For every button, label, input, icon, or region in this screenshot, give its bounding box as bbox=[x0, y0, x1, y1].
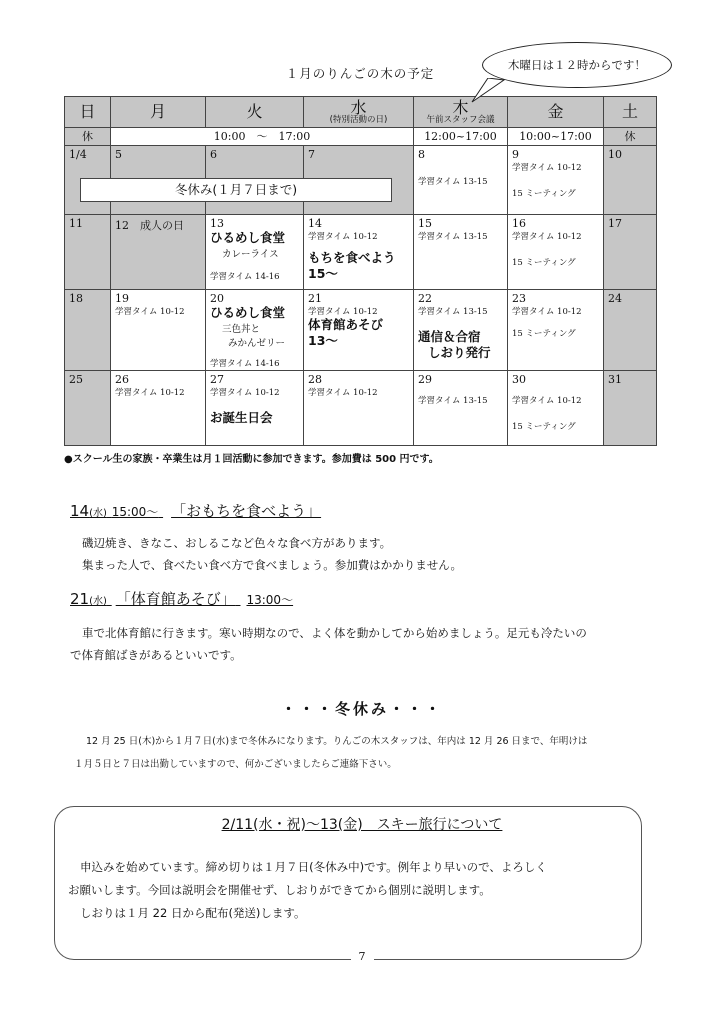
event1-time: 15:00～ bbox=[111, 505, 159, 519]
day-cell bbox=[508, 290, 604, 371]
event2-heading bbox=[70, 588, 293, 609]
day-cell bbox=[414, 215, 508, 290]
day-number: 9 bbox=[512, 147, 519, 161]
weekday-tue: 火 bbox=[206, 97, 304, 128]
day-number: 1/4 bbox=[69, 147, 87, 161]
event1-line2: 集まった人で、食べたい食べ方で食べましょう。参加費はかかりません。 bbox=[82, 558, 462, 572]
event-newsletter-2: しおり発行 bbox=[428, 344, 491, 360]
weekday-fri: 金 bbox=[508, 97, 604, 128]
event-study-time: 学習タイム 10-12 bbox=[512, 307, 582, 318]
day-cell bbox=[508, 371, 604, 446]
event-newsletter: 通信＆合宿 bbox=[418, 329, 481, 345]
ski-trip-body bbox=[68, 856, 638, 925]
event-study-time: 学習タイム 10-12 bbox=[512, 232, 582, 243]
day-number: 21 bbox=[308, 292, 322, 306]
event-lunch-menu: カレーライス bbox=[222, 248, 279, 260]
hours-sun: 休 bbox=[65, 128, 111, 145]
day-cell bbox=[508, 145, 604, 215]
day-cell bbox=[206, 290, 304, 371]
event-birthday: お誕生日会 bbox=[210, 410, 273, 426]
event-study-time: 学習タイム 10-12 bbox=[512, 162, 582, 173]
day-number: 14 bbox=[308, 217, 322, 231]
day-number: 23 bbox=[512, 292, 526, 306]
day-number: 26 bbox=[115, 373, 129, 387]
event-study-time: 学習タイム 13-15 bbox=[418, 176, 488, 187]
day-number: 20 bbox=[210, 292, 224, 306]
hours-thu: 12:00~17:00 bbox=[414, 128, 508, 145]
event-meeting: 15 ミーティング bbox=[512, 329, 576, 340]
event-study-time: 学習タイム 14-16 bbox=[210, 271, 280, 282]
weekday-sat: 土 bbox=[604, 97, 657, 128]
event-meeting: 15 ミーティング bbox=[512, 422, 576, 433]
calendar-table bbox=[64, 96, 657, 446]
event-study-time: 学習タイム 13-15 bbox=[418, 396, 488, 407]
week-row-2 bbox=[65, 215, 657, 290]
week-row-4 bbox=[65, 371, 657, 446]
event-lunch-menu-2: みかんゼリー bbox=[228, 337, 286, 349]
day-cell bbox=[65, 215, 111, 290]
day-number: 28 bbox=[308, 373, 322, 387]
event2-line2: で体育館ばきがあるといいです。 bbox=[70, 648, 242, 662]
day-cell bbox=[414, 371, 508, 446]
speech-bubble: 木曜日は１２時からです！ bbox=[482, 42, 672, 88]
event2-date: 21 bbox=[70, 590, 90, 608]
day-cell bbox=[111, 215, 206, 290]
day-number: 18 bbox=[69, 292, 83, 306]
event2-title: 「体育館あそび」 bbox=[115, 590, 236, 608]
day-cell bbox=[304, 290, 414, 371]
winter-line1: 12 月 25 日(木)から１月７日(水)まで冬休みになります。りんごの木スタッフは、年内は 12 月 26 日まで、年明けは bbox=[86, 736, 588, 747]
weekday-wed-sub: (特別活動の日) bbox=[329, 115, 388, 126]
event-study-time: 学習タイム 14-16 bbox=[210, 358, 280, 369]
day-number: 19 bbox=[115, 292, 129, 306]
day-number: 31 bbox=[608, 373, 622, 387]
event-meeting: 15 ミーティング bbox=[512, 188, 576, 199]
day-number: 27 bbox=[210, 373, 224, 387]
event-gym-time: 13～ bbox=[308, 332, 338, 348]
day-cell bbox=[508, 215, 604, 290]
day-number: 29 bbox=[418, 373, 432, 387]
day-number: 10 bbox=[608, 147, 622, 161]
day-cell bbox=[604, 215, 657, 290]
winter-line2: １月５日と７日は出勤していますので、何かございましたらご連絡下さい。 bbox=[74, 759, 397, 770]
event-study-time: 学習タイム 10-12 bbox=[210, 388, 280, 399]
weekday-wed bbox=[304, 97, 414, 128]
event-study-time: 学習タイム 13-15 bbox=[418, 232, 488, 243]
event-study-time: 学習タイム 10-12 bbox=[115, 307, 185, 318]
weekday-header-row bbox=[65, 97, 657, 128]
event-meeting: 15 ミーティング bbox=[512, 258, 576, 269]
hours-fri: 10:00~17:00 bbox=[508, 128, 604, 145]
day-number: 17 bbox=[608, 217, 622, 231]
weekday-thu-sub: 午前スタッフ会議 bbox=[426, 115, 495, 126]
day-cell bbox=[604, 290, 657, 371]
day-cell bbox=[604, 371, 657, 446]
winter-body bbox=[64, 730, 674, 776]
day-cell bbox=[304, 371, 414, 446]
day-cell bbox=[304, 215, 414, 290]
winter-heading: ・・・冬休み・・・ bbox=[280, 700, 443, 718]
day-cell bbox=[65, 290, 111, 371]
speech-bubble-tail bbox=[470, 78, 510, 104]
event-study-time: 学習タイム 13-15 bbox=[418, 307, 488, 318]
day-cell bbox=[65, 371, 111, 446]
day-number: 6 bbox=[210, 147, 217, 161]
event-study-time: 学習タイム 10-12 bbox=[512, 396, 582, 407]
day-cell bbox=[111, 290, 206, 371]
day-number: 16 bbox=[512, 217, 526, 231]
day-cell bbox=[414, 290, 508, 371]
day-number: 25 bbox=[69, 373, 83, 387]
calendar-title: １月のりんごの木の予定 bbox=[285, 66, 435, 81]
event2-line1: 車で北体育館に行きます。寒い時期なので、よく体を動かしてから始めましょう。足元も冷たいの bbox=[82, 626, 587, 640]
weekday-thu-label: 木 bbox=[452, 97, 469, 117]
day-cell bbox=[414, 145, 508, 215]
day-number: 15 bbox=[418, 217, 432, 231]
ski-line2: お願いします。今回は説明会を開催せず、しおりができてから個別に説明します。 bbox=[68, 883, 491, 897]
event1-title: 「おもちを食べよう」 bbox=[171, 502, 322, 520]
weekday-sun: 日 bbox=[65, 97, 111, 128]
hours-sat: 休 bbox=[604, 128, 657, 145]
weekday-wed-label: 水 bbox=[350, 97, 367, 117]
weekday-mon: 月 bbox=[111, 97, 206, 128]
day-number: 7 bbox=[308, 147, 315, 161]
hours-mon-wed: 10:00 ～ 17:00 bbox=[111, 128, 414, 145]
day-number: 24 bbox=[608, 292, 622, 306]
event-study-time: 学習タイム 10-12 bbox=[308, 232, 378, 243]
event-mochi-time: 15～ bbox=[308, 265, 338, 281]
day-cell bbox=[111, 371, 206, 446]
day-number: 30 bbox=[512, 373, 526, 387]
event1-dow: (水) bbox=[89, 508, 107, 519]
event-gym: 体育館あそび bbox=[308, 317, 384, 333]
event2-time: 13:00～ bbox=[246, 593, 294, 607]
ski-line1: 申込みを始めています。締め切りは１月７日(冬休み中)です。例年より早いので、よろしく bbox=[80, 860, 547, 874]
day-number: 13 bbox=[210, 217, 224, 231]
day-cell bbox=[206, 215, 304, 290]
day-number: 12 成人の日 bbox=[115, 219, 184, 233]
day-number: 11 bbox=[69, 217, 83, 231]
event1-line1: 磯辺焼き、きなこ、おしるこなど色々な食べ方があります。 bbox=[82, 536, 392, 550]
event2-dow: (水) bbox=[89, 596, 107, 607]
event1-date: 14 bbox=[70, 502, 90, 520]
event-study-time: 学習タイム 10-12 bbox=[308, 307, 378, 318]
winter-break-banner: 冬休み(１月７日まで) bbox=[80, 178, 392, 202]
hours-row bbox=[65, 128, 657, 145]
calendar-note: ●スクール生の家族・卒業生は月１回活動に参加できます。参加費は 500 円です。 bbox=[64, 454, 439, 465]
event-study-time: 学習タイム 10-12 bbox=[308, 388, 378, 399]
day-cell bbox=[604, 145, 657, 215]
ski-trip-title: 2/11(水・祝)～13(金) スキー旅行について bbox=[221, 817, 503, 833]
event-lunch: ひるめし食堂 bbox=[210, 230, 286, 246]
event2-body bbox=[70, 622, 680, 666]
page-number bbox=[0, 950, 724, 963]
day-number: 5 bbox=[115, 147, 122, 161]
day-cell bbox=[206, 371, 304, 446]
event-study-time: 学習タイム 10-12 bbox=[115, 388, 185, 399]
page-number-text: 7 bbox=[351, 950, 374, 963]
event-mochi: もちを食べよう bbox=[308, 250, 396, 266]
day-number: 8 bbox=[418, 147, 425, 161]
event1-heading bbox=[70, 500, 321, 521]
ski-line3: しおりは１月 22 日から配布(発送)します。 bbox=[80, 906, 306, 920]
event-lunch: ひるめし食堂 bbox=[210, 305, 286, 321]
event1-body bbox=[82, 532, 682, 576]
event-lunch-menu: 三色丼と bbox=[222, 323, 261, 335]
week-row-3 bbox=[65, 290, 657, 371]
day-number: 22 bbox=[418, 292, 432, 306]
